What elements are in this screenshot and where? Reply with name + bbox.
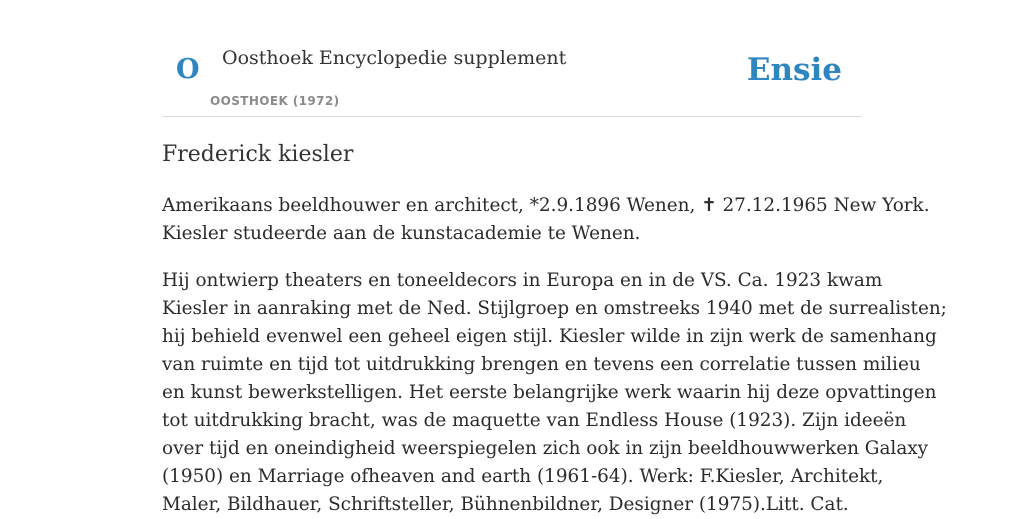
paragraph-line: Amerikaans beeldhouwer en architect, *2.9.1896 Wenen, ✝ 27.12.1965 New York. [162, 195, 930, 216]
article-paragraph-2 [162, 267, 947, 519]
paragraph-line: van ruimte en tijd tot uitdrukking brengen en tevens een correlatie tussen milieu [162, 354, 921, 375]
paragraph-line: hij behield evenwel een geheel eigen stijl. Kiesler wilde in zijn werk de samenhang [162, 326, 937, 347]
source-letter-badge: O [176, 54, 200, 85]
article-title: Frederick kiesler [162, 142, 354, 167]
paragraph-line: (1950) en Marriage ofheaven and earth (1961-64). Werk: F.Kiesler, Architekt, [162, 466, 884, 487]
source-title[interactable]: Oosthoek Encyclopedie supplement [222, 47, 567, 69]
source-header [162, 0, 862, 117]
source-publisher: OOSTHOEK (1972) [210, 94, 340, 108]
article-paragraph-1 [162, 192, 930, 248]
page-content [162, 0, 947, 515]
paragraph-line: Kiesler studeerde aan de kunstacademie te Wenen. [162, 223, 641, 244]
paragraph-line: Kiesler in aanraking met de Ned. Stijlgroep en omstreeks 1940 met de surrealisten; [162, 298, 947, 319]
brand-logo[interactable]: Ensie [746, 52, 842, 88]
paragraph-line: tot uitdrukking bracht, was de maquette van Endless House (1923). Zijn ideeën [162, 410, 907, 431]
paragraph-line: en kunst bewerkstelligen. Het eerste belangrijke werk waarin hij deze opvattingen [162, 382, 937, 403]
paragraph-line: Maler, Bildhauer, Schriftsteller, Bühnenbildner, Designer (1975).Litt. Cat. [162, 494, 849, 515]
paragraph-line: Hij ontwierp theaters en toneeldecors in Europa en in de VS. Ca. 1923 kwam [162, 270, 883, 291]
paragraph-line: over tijd en oneindigheid weerspiegelen zich ook in zijn beeldhouwwerken Galaxy [162, 438, 929, 459]
